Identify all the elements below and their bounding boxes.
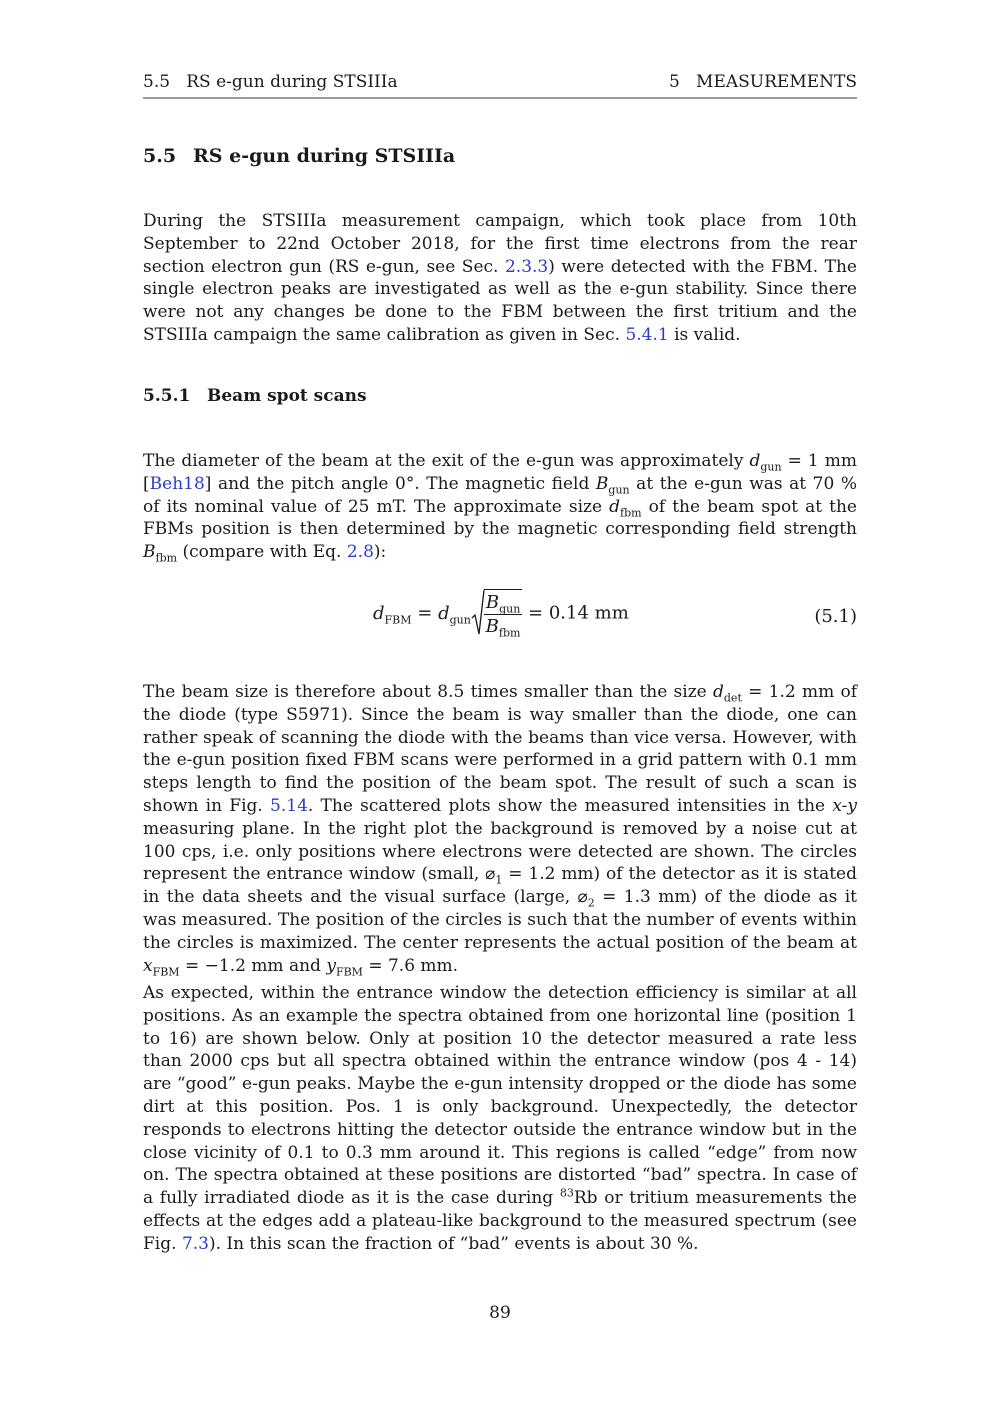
equation-number: (5.1) — [814, 606, 857, 627]
equation-5-1 — [143, 588, 857, 648]
cite-beh18[interactable]: Beh18 — [149, 473, 205, 494]
intro-paragraph: During the STSIIIa measurement campaign, which took place from 10th September to 22nd October 2018, for the first time electrons from the rear section electron gun (RS e-gun, see Sec. 2.3.3) were detected with the FBM. The single electron peaks are investigated as well as the e-gun stability. Since there were not any changes be done to the FBM between the first tritium and the STSIIIa campaign the same calibration as given in Sec. 5.4.1 is valid. — [143, 211, 857, 345]
header-rule — [143, 97, 857, 99]
ref-fig-5-14[interactable]: 5.14 — [270, 795, 308, 816]
section-number: 5.5 — [143, 145, 177, 167]
ref-sec-5-4-1[interactable]: 5.4.1 — [625, 324, 669, 345]
header-chapter: 5 MEASUREMENTS — [669, 72, 857, 92]
paragraph-beam-diameter: The diameter of the beam at the exit of the e-gun was approximately $d_{gun} = 1$ mm [Beh18] and the pitch angle 0°. The magnetic field $B_{gun}$ at the e-gun was at 70 % of its nominal value of 25 mT. The approximate size $d_{fbm}$ of the beam spot at the FBMs position is then determined by the magnetic corresponding field strength $B_{fbm}$ (compare with Eq. 2.8): — [143, 451, 857, 565]
ref-fig-7-3[interactable]: 7.3 — [181, 1233, 209, 1254]
paragraph-beam-size: The beam size is therefore about 8.5 times smaller than the size $d_{det} = 1.2$ mm of the diode (type S5971). Since the beam is way smaller than the diode, one can rather speak of scanning the diode with the beams than vice versa. However, with the e-gun position fixed FBM scans were performed in a grid pattern with 0.1 mm steps length to find the position of the beam spot. The result of such a scan is shown in Fig. 5.14. The scattered plots show the measured intensities in the x-y measuring plane. In the right plot the background is removed by a noise cut at 100 cps, i.e. only positions where electrons were detected are shown. The circles represent the entrance window (small, $⌀_1 = 1.2$ mm) of the detector as it is stated in the data sheets and the visual surface (large, $⌀_2 = 1.3$ mm) of the diode as it was measured. The position of the circles is such that the number of events within the circles is maximized. The center represents the actual position of the beam at $x_{FBM} = -1.2$ mm and $y_{FBM} = 7.6$ mm. — [143, 682, 857, 978]
subsection-number: 5.5.1 — [143, 386, 191, 406]
ref-sec-2-3-3[interactable]: 2.3.3 — [504, 256, 549, 277]
page-number: 89 — [489, 1303, 511, 1323]
paragraph-detection-efficiency: As expected, within the entrance window the detection efficiency is similar at all positions. As an example the spectra obtained from one horizontal line (position 1 to 16) are shown below. Only at position 10 the detector measured a rate less than 2000 cps but all spectra obtained within the entrance window (pos 4 - 14) are “good” e-gun peaks. Maybe the e-gun intensity dropped or the diode has some dirt at this position. Pos. 1 is only background. Unexpectedly, the detector responds to electrons hitting the detector outside the entrance window but in the close vicinity of 0.1 to 0.3 mm around it. This regions is called “edge” from now on. The spectra obtained at these positions are distorted “bad” spectra. In case of a fully irradiated diode as it is the case during $^{83}$Rb or tritium measurements the effects at the edges add a plateau-like background to the measured spectrum (see Fig. 7.3). In this scan the fraction of “bad” events is about 30 %. — [143, 983, 857, 1254]
running-header — [143, 72, 857, 98]
header-section: 5.5 RS e-gun during STSIIIa — [143, 72, 398, 92]
sqrt-sign — [471, 588, 485, 638]
equation-result: = 0.14 mm — [528, 602, 629, 624]
section-title: RS e-gun during STSIIIa — [193, 145, 456, 167]
subsection-title: Beam spot scans — [207, 386, 367, 406]
equation-body: $d_{FBM} = d_{gun}$ $\frac{B_{gun}}{B_{fbm}}$ = 0.14 mm — [373, 588, 629, 648]
subsection-heading — [143, 386, 857, 406]
section-heading — [143, 145, 857, 167]
ref-eq-2-8[interactable]: 2.8 — [346, 542, 374, 563]
sqrt-radicand — [484, 589, 522, 640]
field-ratio: $\frac{B_{gun}}{B_{fbm}}$ — [485, 592, 521, 640]
